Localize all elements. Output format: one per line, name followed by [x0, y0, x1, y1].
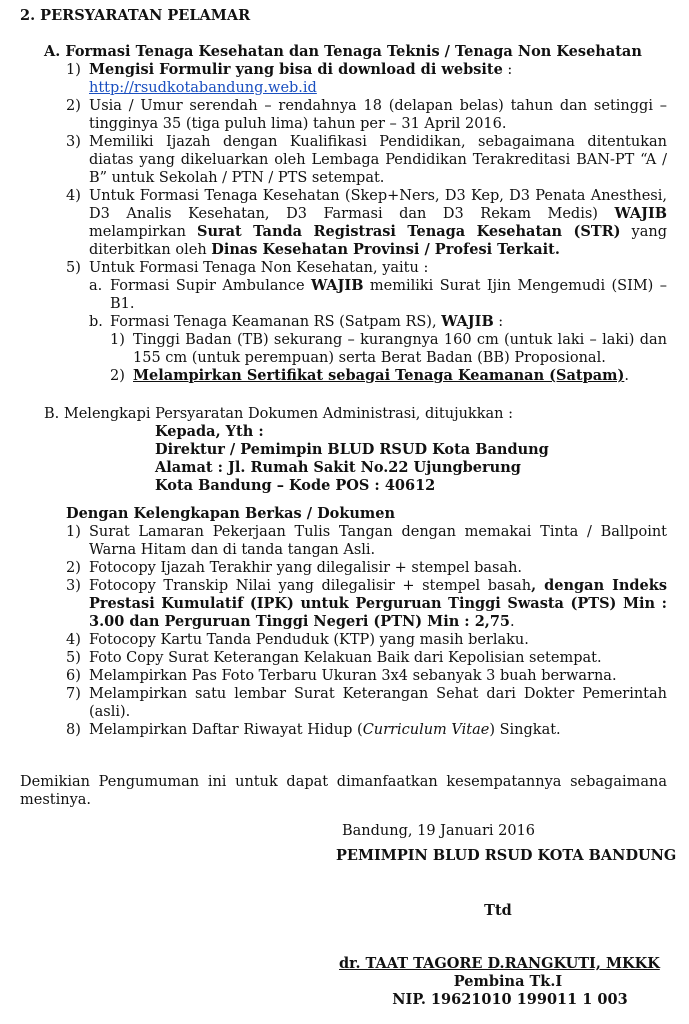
signatory-rank: Pembina Tk.I: [453, 973, 563, 990]
closing-line-1: Demikian Pengumuman ini untuk dapat dimanfaatkan kesempatannya sebagaimana: [20, 774, 667, 790]
item-number: 3): [66, 578, 81, 594]
item-3-line-2: diatas yang dikeluarkan oleh Lembaga Pendidikan Terakreditasi BAN-PT “A /: [89, 152, 667, 168]
doc-3-line-3: 3.00 dan Perguruan Tinggi Negeri (PTN) Min : 2,75.: [89, 613, 515, 630]
ttd-mark: Ttd: [484, 902, 512, 919]
website-link[interactable]: http://rsudkotabandung.web.id: [89, 80, 317, 96]
item-number: 4): [66, 632, 81, 648]
doc-6-text: Melampirkan Pas Foto Terbaru Ukuran 3x4 sebanyak 3 buah berwarna.: [89, 668, 617, 684]
item-3-line-3: B” untuk Sekolah / PTN / PTS setempat.: [89, 170, 385, 186]
address-line: Kota Bandung – Kode POS : 40612: [155, 477, 436, 494]
doc-8-text: Melampirkan Daftar Riwayat Hidup (Curriculum Vitae) Singkat.: [89, 722, 561, 738]
item-number: 3): [66, 134, 81, 150]
item-4-line-3: melampirkan Surat Tanda Registrasi Tenaga Kesehatan (STR) yang: [89, 223, 668, 240]
signing-office: PEMIMPIN BLUD RSUD KOTA BANDUNG: [336, 847, 677, 864]
sub-a-line-1: Formasi Supir Ambulance WAJIB memiliki Surat Ijin Mengemudi (SIM) –: [110, 277, 667, 294]
sub-letter: a.: [89, 278, 103, 294]
address-line: Direktur / Pemimpin BLUD RSUD Kota Bandung: [155, 441, 549, 458]
doc-3-line-1: Fotocopy Transkip Nilai yang dilegalisir + stempel basah, dengan Indeks: [89, 577, 667, 594]
item-number: 4): [66, 188, 81, 204]
item-number: 1): [66, 62, 81, 78]
part-b-heading: B. Melengkapi Persyaratan Dokumen Administrasi, ditujukkan :: [44, 406, 513, 422]
item-5-text: Untuk Formasi Tenaga Non Kesehatan, yaitu :: [89, 260, 429, 276]
item-4-line-4: diterbitkan oleh Dinas Kesehatan Provinsi / Profesi Terkait.: [89, 241, 560, 258]
doc-1-line-1: Surat Lamaran Pekerjaan Tulis Tangan dengan memakai Tinta / Ballpoint: [89, 524, 667, 540]
item-3-line-1: Memiliki Ijazah dengan Kualifikasi Pendidikan, sebagaimana ditentukan: [89, 134, 667, 150]
doc-7-line-2: (asli).: [89, 704, 131, 720]
doc-4-text: Fotocopy Kartu Tanda Penduduk (KTP) yang masih berlaku.: [89, 632, 529, 648]
part-a-heading: A. Formasi Tenaga Kesehatan dan Tenaga Teknis / Tenaga Non Kesehatan: [44, 43, 642, 60]
item-number: 5): [66, 650, 81, 666]
item-number: 6): [66, 668, 81, 684]
sub-b1-line-1: Tinggi Badan (TB) sekurang – kurangnya 160 cm (untuk laki – laki) dan: [133, 332, 667, 348]
sub-b1-line-2: 155 cm (untuk perempuan) serta Berat Badan (BB) Proposional.: [133, 350, 606, 366]
signatory-nip: NIP. 19621010 199011 1 003: [392, 991, 628, 1008]
item-number: 5): [66, 260, 81, 276]
item-number: 7): [66, 686, 81, 702]
section-title: 2. PERSYARATAN PELAMAR: [20, 7, 251, 24]
item-number: 1): [66, 524, 81, 540]
item-number: 2): [66, 560, 81, 576]
item-2-line-2: tingginya 35 (tiga puluh lima) tahun per – 31 April 2016.: [89, 116, 507, 132]
doc-3-line-2: Prestasi Kumulatif (IPK) untuk Perguruan Tinggi Swasta (PTS) Min :: [89, 595, 667, 612]
sub-b-line-1: Formasi Tenaga Keamanan RS (Satpam RS), WAJIB :: [110, 313, 504, 330]
item-4-line-2: D3 Analis Kesehatan, D3 Farmasi dan D3 Rekam Medis) WAJIB: [89, 205, 667, 222]
place-date: Bandung, 19 Januari 2016: [342, 823, 536, 839]
address-line: Kepada, Yth :: [155, 423, 264, 440]
docs-heading: Dengan Kelengkapan Berkas / Dokumen: [66, 505, 396, 522]
address-line: Alamat : Jl. Rumah Sakit No.22 Ujungberung: [155, 459, 521, 476]
item-number: 8): [66, 722, 81, 738]
signatory-name: dr. TAAT TAGORE D.RANGKUTI, MKKK: [339, 955, 660, 972]
sub-letter: b.: [89, 314, 103, 330]
sub-b2-text: Melampirkan Sertifikat sebagai Tenaga Keamanan (Satpam).: [133, 367, 629, 384]
item-number: 2): [66, 98, 81, 114]
sub-a-line-2: B1.: [110, 296, 135, 312]
item-2-line-1: Usia / Umur serendah – rendahnya 18 (delapan belas) tahun dan setinggi –: [89, 98, 667, 114]
item-number: 2): [110, 368, 125, 384]
item-number: 1): [110, 332, 125, 348]
doc-2-text: Fotocopy Ijazah Terakhir yang dilegalisir + stempel basah.: [89, 560, 523, 576]
item-1-text: Mengisi Formulir yang bisa di download di website :: [89, 61, 513, 78]
doc-1-line-2: Warna Hitam dan di tanda tangan Asli.: [89, 542, 376, 558]
doc-5-text: Foto Copy Surat Keterangan Kelakuan Baik dari Kepolisian setempat.: [89, 650, 602, 666]
closing-line-2: mestinya.: [20, 792, 92, 808]
item-4-line-1: Untuk Formasi Tenaga Kesehatan (Skep+Ners, D3 Kep, D3 Penata Anesthesi,: [89, 188, 667, 204]
doc-7-line-1: Melampirkan satu lembar Surat Keterangan Sehat dari Dokter Pemerintah: [89, 686, 667, 702]
